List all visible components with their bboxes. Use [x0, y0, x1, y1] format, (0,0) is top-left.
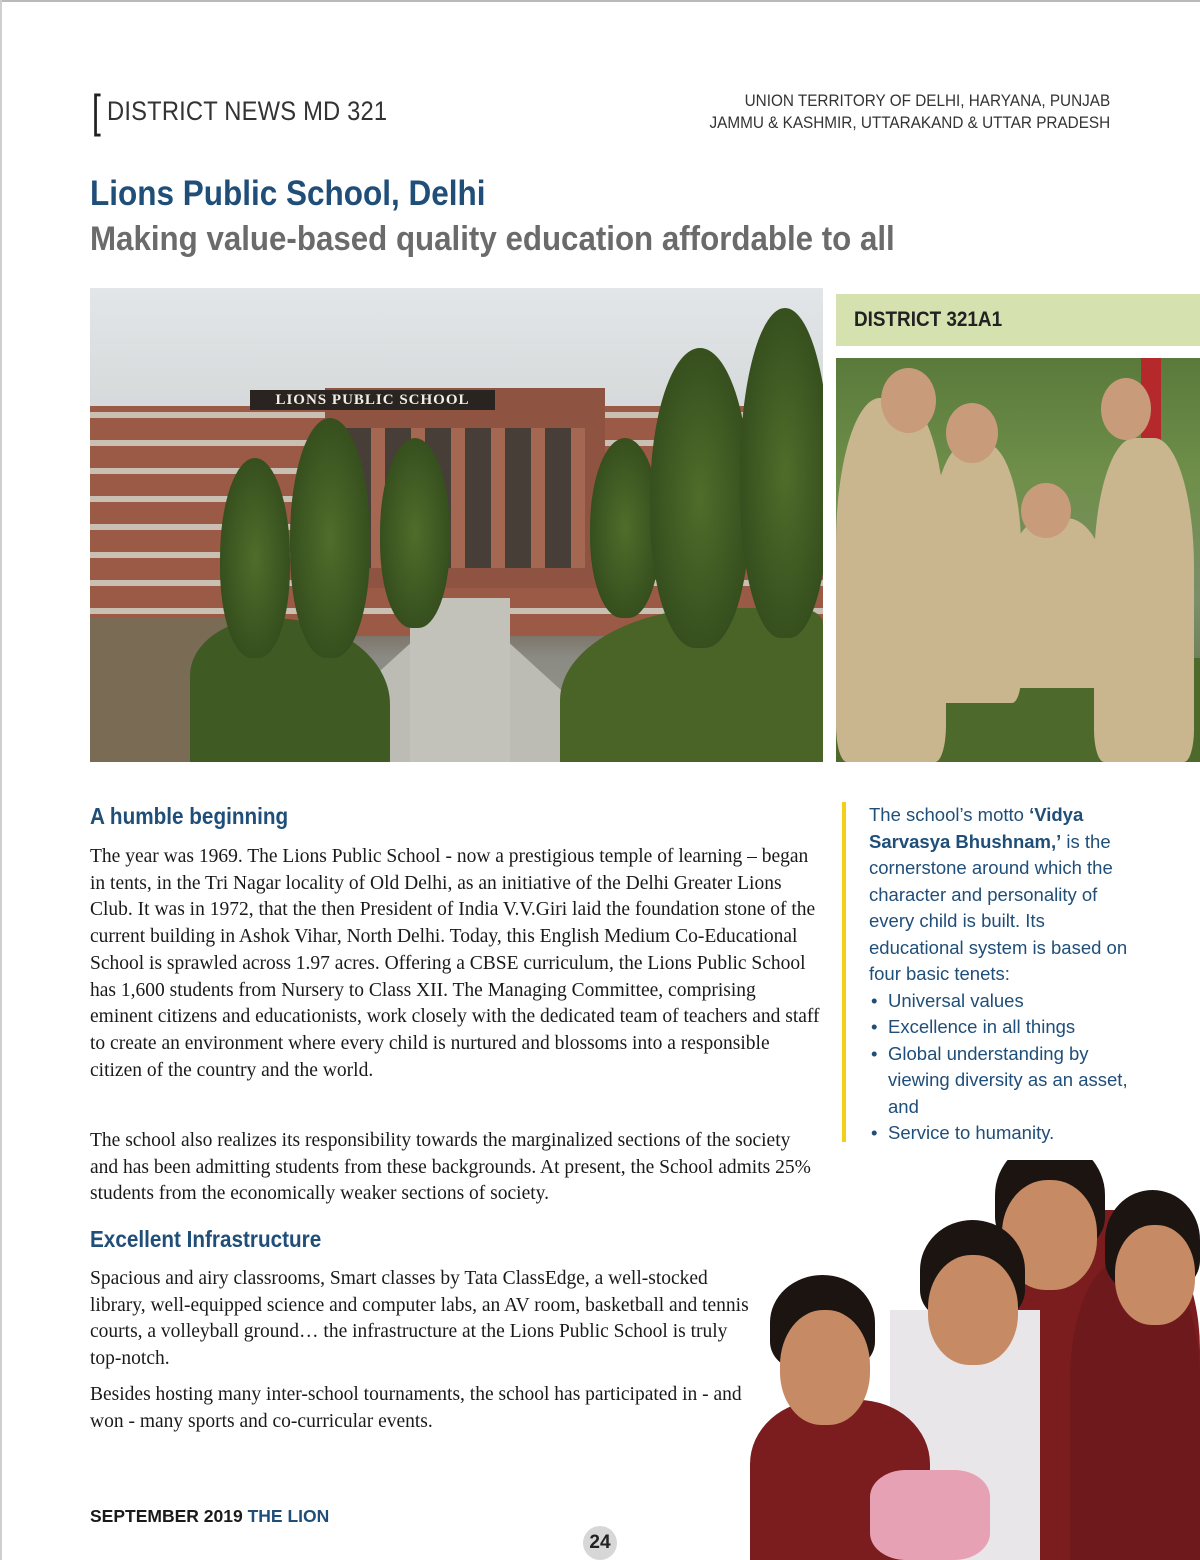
photo-person	[1094, 438, 1194, 762]
page-number: 24	[583, 1526, 617, 1560]
list-item: • Excellence in all things	[869, 1014, 1129, 1041]
page-top-border	[0, 0, 1200, 2]
photo-person	[1006, 518, 1106, 688]
bracket-icon: [	[91, 85, 101, 137]
motto-sidebar	[869, 802, 1129, 1147]
section-heading-beginning: A humble beginning	[90, 803, 289, 829]
footer	[90, 1506, 329, 1527]
paragraph-inclusion: The school also realizes its responsibility towards the marginalized sections of the society and has been admitting students from these backgrounds. At present, the School admits 25% students from the economically weaker sections of society.	[90, 1130, 811, 1205]
tree-planting-photo	[836, 358, 1200, 762]
school-building-photo	[90, 288, 823, 762]
magazine-name: THE LION	[247, 1506, 330, 1526]
motto-text: The school’s motto ‘Vidya Sarvasya Bhushnam,’ is the cornerstone around which the character and personality of every child is built. Its educational system is based on four basic tenets:	[869, 804, 1128, 984]
photo-tree	[650, 348, 750, 648]
tenets-list	[869, 988, 1129, 1147]
student-face	[780, 1310, 870, 1425]
student-face	[1115, 1225, 1195, 1325]
paragraph-history: The year was 1969. The Lions Public School - now a prestigious temple of learning – began in tents, in the Tri Nagar locality of Old Delhi, as an initiative of the Delhi Greater Lions Club. It was in 1972, that the then President of India V.V.Giri laid the foundation stone of the current building in Ashok Vihar, North Delhi. Today, this English Medium Co-Educational School is sprawled across 1.97 acres. Offering a CBSE curriculum, the Lions Public School has 1,600 students from Nursery to Class XII. The Managing Committee, comprising eminent citizens and educationists, work closely with the dedicated team of teachers and staff to create an environment where every child is nurtured and blossoms into a responsible citizen of the country and the world.	[90, 846, 820, 1081]
photo-tree	[290, 418, 370, 658]
article-title: Lions Public School, Delhi	[90, 174, 486, 213]
school-sign: LIONS PUBLIC SCHOOL	[250, 390, 495, 410]
paragraph-infrastructure: Spacious and airy classrooms, Smart classes by Tata ClassEdge, a well-stocked library, well-equipped science and computer labs, an AV room, basketball and tennis courts, a volleyball ground… the infrastructure at the Lions Public School is truly top-notch.	[90, 1268, 749, 1370]
photo-person	[836, 398, 946, 762]
region-line-1: UNION TERRITORY OF DELHI, HARYANA, PUNJAB	[744, 91, 1110, 110]
paragraph-events: Besides hosting many inter-school tournaments, the school has participated in - and won - many sports and co-curricular events.	[90, 1384, 742, 1432]
region-line-2: JAMMU & KASHMIR, UTTARAKAND & UTTAR PRADESH	[709, 113, 1110, 132]
section-heading-infrastructure: Excellent Infrastructure	[90, 1226, 322, 1252]
list-item: • Service to humanity.	[869, 1120, 1129, 1147]
photo-tree	[740, 308, 823, 638]
photo-tree	[380, 438, 450, 628]
photo-tree	[220, 458, 290, 658]
motto: ‘Vidya Sarvasya Bhushnam,’	[869, 804, 1084, 852]
section-header	[90, 85, 425, 137]
list-item: • Universal values	[869, 988, 1129, 1015]
page-left-border	[0, 0, 2, 1560]
section-title: DISTRICT NEWS MD 321	[106, 95, 388, 126]
article-subtitle: Making value-based quality education affordable to all	[90, 220, 895, 258]
district-tag: DISTRICT 321A1	[836, 294, 1200, 346]
sidebar-rule	[842, 802, 846, 1142]
issue-date: SEPTEMBER 2019	[90, 1506, 243, 1526]
list-item: • Global understanding by viewing diversity as an asset, and	[869, 1041, 1129, 1121]
region-list	[665, 90, 1110, 134]
student-face	[928, 1255, 1018, 1365]
students-photo	[740, 1160, 1200, 1560]
